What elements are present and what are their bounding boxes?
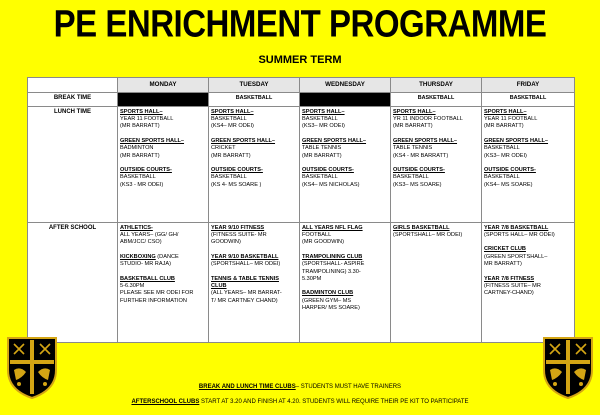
activity-detail: (GREEN SPORTSHALL– <box>484 253 548 260</box>
activity-detail: BADMINTON <box>120 145 154 152</box>
activity-detail: BASKETBALL <box>211 116 247 123</box>
activity-block <box>211 109 297 131</box>
lunch-row <box>28 107 575 223</box>
activity-heading-line <box>302 290 388 297</box>
activity-detail: (KS3– MR ODEI) <box>484 152 527 159</box>
activity-heading: GREEN SPORTS HALL– <box>302 137 367 144</box>
activity-detail: YR 11 INDOOR FOOTBALL <box>393 116 463 123</box>
after-cell-thursday <box>391 223 482 343</box>
activity-block <box>302 225 388 247</box>
activity-heading: TRAMPOLINING CLUB <box>302 253 363 260</box>
break-cell-tuesday: BASKETBALL <box>209 93 300 107</box>
activity-heading: OUTSIDE COURTS- <box>211 166 263 173</box>
activity-heading-line <box>393 225 479 232</box>
activity-heading-line <box>120 276 206 283</box>
activity-block <box>393 109 479 131</box>
school-crest-icon <box>6 336 58 400</box>
activity-detail: 5.30PM <box>302 275 322 282</box>
activity-heading-line <box>120 254 206 261</box>
activity-detail: BASKETBALL <box>484 145 520 152</box>
activity-heading: SPORTS HALL– <box>211 108 254 115</box>
activity-heading: TENNIS & TABLE TENNIS <box>211 275 279 282</box>
activity-heading-line <box>393 167 479 174</box>
lunch-cell-friday <box>482 107 575 223</box>
activity-detail: CARTNEY-CHAND) <box>484 290 534 297</box>
activity-detail: BASKETBALL <box>484 174 520 181</box>
activity-block <box>211 167 297 189</box>
footer-note-afterschool <box>0 399 600 405</box>
activity-detail: (KS4– MS NICHOLAS) <box>302 181 360 188</box>
page-subtitle: SUMMER TERM <box>258 54 342 66</box>
activity-detail: (ALL YEARS– MR BARRAT- <box>211 290 282 297</box>
activity-heading-line <box>211 109 297 116</box>
lunch-cell-monday <box>118 107 209 223</box>
activity-block <box>393 225 479 240</box>
activity-heading: ATHLETICS- <box>120 224 153 231</box>
activity-block <box>120 109 206 131</box>
page-title: PE ENRICHMENT PROGRAMME <box>53 2 547 45</box>
activity-heading: SPORTS HALL– <box>484 108 527 115</box>
break-cell-thursday: BASKETBALL <box>391 93 482 107</box>
activity-heading: YEAR 9/10 BASKETBALL <box>211 253 279 260</box>
activity-heading-line <box>211 254 297 261</box>
activity-detail: (MR BARRATT) <box>302 152 342 159</box>
activity-heading: YEAR 7/8 BASKETBALL <box>484 224 549 231</box>
activity-heading: SPORTS HALL– <box>393 108 436 115</box>
activity-detail: (SPORTSHALL– MR ODEI) <box>211 261 281 268</box>
activity-detail: (MR BARRATT) <box>393 123 433 130</box>
activity-block <box>484 246 572 268</box>
activity-heading-line <box>484 246 572 253</box>
activity-heading-line <box>211 167 297 174</box>
activity-heading: KICKBOXING <box>120 253 156 260</box>
activity-block <box>302 109 388 131</box>
activity-heading: ALL YEARS NFL FLAG <box>302 224 363 231</box>
activity-heading: OUTSIDE COURTS- <box>484 166 536 173</box>
activity-heading-line <box>211 225 297 232</box>
activity-block <box>302 254 388 284</box>
row-label-lunch: LUNCH TIME <box>28 107 118 223</box>
activity-detail: (MR GOODWIN) <box>302 239 344 246</box>
activity-heading: OUTSIDE COURTS- <box>120 166 172 173</box>
activity-detail: YEAR 11 FOOTBALL <box>120 116 174 123</box>
activity-heading: GREEN SPORTS HALL– <box>211 137 276 144</box>
activity-block <box>484 276 572 298</box>
activity-heading: GREEN SPORTS HALL– <box>484 137 549 144</box>
activity-heading-line <box>211 276 297 283</box>
corner-cell <box>28 78 118 93</box>
activity-detail: (MR BARRATT) <box>211 152 251 159</box>
after-cell-monday <box>118 223 209 343</box>
activity-heading-cont: CLUB <box>211 282 227 289</box>
day-header-thursday: THURSDAY <box>391 78 482 93</box>
after-cell-friday <box>482 223 575 343</box>
activity-heading: YEAR 7/8 FITNESS <box>484 275 535 282</box>
activity-heading-line <box>302 167 388 174</box>
activity-detail: (MR BARRATT) <box>120 152 160 159</box>
activity-heading: SPORTS HALL– <box>302 108 345 115</box>
activity-detail: TABLE TENNIS <box>393 145 433 152</box>
row-label-break: BREAK TIME <box>28 93 118 107</box>
activity-detail: BASKETBALL <box>120 174 156 181</box>
activity-heading-line <box>120 138 206 145</box>
activity-block <box>211 138 297 160</box>
activity-detail: STUDIO- MR RAJA) <box>120 261 171 268</box>
activity-heading: GIRLS BASKETBALL <box>393 224 450 231</box>
footer-note-trainers <box>0 384 600 390</box>
activity-heading-line <box>484 167 572 174</box>
day-header-friday: FRIDAY <box>482 78 575 93</box>
activity-detail: (KS3– MS SOARE) <box>393 181 442 188</box>
activity-heading-line <box>393 138 479 145</box>
after-school-row <box>28 223 575 343</box>
activity-detail: (FITNESS SUITE- MR <box>211 232 267 239</box>
activity-heading: BADMINTON CLUB <box>302 290 354 297</box>
activity-detail: MR BARRATT) <box>484 261 522 268</box>
activity-heading-line <box>211 138 297 145</box>
activity-block <box>302 138 388 160</box>
activity-detail: 5-6.30PM <box>120 282 145 289</box>
activity-block <box>302 167 388 189</box>
activity-block <box>302 290 388 312</box>
activity-detail: (SPORTS HALL– MR ODEI) <box>484 232 555 239</box>
activity-heading-line <box>302 138 388 145</box>
after-cell-tuesday <box>209 223 300 343</box>
activity-heading-line <box>393 109 479 116</box>
school-crest-icon <box>542 336 594 400</box>
activity-detail: (FITNESS SUITE– MR <box>484 282 541 289</box>
day-header-row <box>28 78 575 93</box>
activity-detail: (SPORTSHALL- ASPIRE <box>302 261 365 268</box>
day-header-wednesday: WEDNESDAY <box>300 78 391 93</box>
activity-detail: (KS3 - MR ODEI) <box>120 181 164 188</box>
activity-heading-line <box>302 109 388 116</box>
activity-heading-line <box>484 138 572 145</box>
footer-note-afterschool-bold: AFTERSCHOOL CLUBS <box>131 399 200 405</box>
break-cell-friday: BASKETBALL <box>482 93 575 107</box>
break-cell-monday <box>118 93 209 107</box>
activity-block <box>120 167 206 189</box>
break-row <box>28 93 575 107</box>
activity-heading: BASKETBALL CLUB <box>120 275 175 282</box>
activity-heading-line <box>120 225 206 232</box>
activity-detail: YEAR 11 FOOTBALL <box>484 116 538 123</box>
activity-heading: CRICKET CLUB <box>484 246 526 253</box>
activity-block <box>120 254 206 269</box>
activity-detail: TRAMPOLINING) 3.30- <box>302 268 361 275</box>
lunch-cell-wednesday <box>300 107 391 223</box>
activity-detail: (KS4– MR ODEI) <box>211 123 254 130</box>
activity-detail: FURTHER INFORMATION <box>120 297 187 304</box>
activity-block <box>211 276 297 306</box>
activity-block <box>211 254 297 269</box>
activity-detail: BASKETBALL <box>302 174 338 181</box>
activity-block <box>393 138 479 160</box>
activity-block <box>120 225 206 247</box>
lunch-cell-tuesday <box>209 107 300 223</box>
activity-detail: (MR BARRATT) <box>484 123 524 130</box>
activity-heading-line <box>120 167 206 174</box>
activity-block <box>484 138 572 160</box>
lunch-cell-thursday <box>391 107 482 223</box>
activity-heading-line <box>302 254 388 261</box>
activity-detail: T/ MR CARTNEY CHAND) <box>211 297 278 304</box>
activity-block <box>484 109 572 131</box>
day-header-monday: MONDAY <box>118 78 209 93</box>
activity-heading-line <box>484 276 572 283</box>
after-cell-wednesday <box>300 223 391 343</box>
activity-detail: PLEASE SEE MR ODEI FOR <box>120 290 194 297</box>
activity-detail: ABM/JCC/ CSO) <box>120 239 162 246</box>
activity-heading: GREEN SPORTS HALL– <box>393 137 458 144</box>
activity-detail: BASKETBALL <box>302 116 338 123</box>
footer-note-afterschool-rest: START AT 3.20 AND FINISH AT 4.20. STUDENTS WILL REQUIRE THEIR PE KIT TO PARTICIPATE <box>199 399 469 405</box>
footer-note-trainers-bold: BREAK AND LUNCH TIME CLUBS <box>198 384 296 390</box>
activity-detail: BASKETBALL <box>211 174 247 181</box>
day-header-tuesday: TUESDAY <box>209 78 300 93</box>
activity-detail: FOOTBALL <box>302 232 332 239</box>
timetable <box>27 77 575 343</box>
activity-detail: ALL YEARS– (GG/ GH/ <box>120 232 179 239</box>
activity-detail: (KS3– MR ODEI) <box>302 123 345 130</box>
activity-heading-line <box>120 109 206 116</box>
activity-detail: (MR BARRATT) <box>120 123 160 130</box>
activity-heading-line <box>302 225 388 232</box>
activity-heading: OUTSIDE COURTS- <box>302 166 354 173</box>
footer-note-trainers-rest: – STUDENTS MUST HAVE TRAINERS <box>295 384 402 390</box>
activity-detail: (KS4 - MR BARRATT) <box>393 152 449 159</box>
activity-block <box>120 138 206 160</box>
break-cell-wednesday <box>300 93 391 107</box>
row-label-after-school: AFTER SCHOOL <box>28 223 118 343</box>
activity-heading: SPORTS HALL– <box>120 108 163 115</box>
activity-heading: YEAR 9/10 FITNESS <box>211 224 265 231</box>
activity-detail: (KS 4- MS SOARE ) <box>211 181 262 188</box>
activity-heading: OUTSIDE COURTS- <box>393 166 445 173</box>
activity-block <box>484 167 572 189</box>
activity-detail: (SPORTSHALL– MR ODEI) <box>393 232 463 239</box>
activity-detail: (KS4– MS SOARE) <box>484 181 533 188</box>
activity-heading-line <box>484 109 572 116</box>
activity-heading-rest: (DANCE <box>155 253 179 260</box>
activity-detail: (GREEN GYM– MS <box>302 297 352 304</box>
activity-block <box>120 276 206 306</box>
activity-heading-line <box>484 225 572 232</box>
activity-heading: GREEN SPORTS HALL– <box>120 137 185 144</box>
activity-detail: TABLE TENNIS <box>302 145 342 152</box>
activity-detail: CRICKET <box>211 145 236 152</box>
activity-detail: HARPER/ MS SOARE) <box>302 305 360 312</box>
activity-detail: GOODWIN) <box>211 239 241 246</box>
activity-block <box>393 167 479 189</box>
activity-block <box>211 225 297 247</box>
activity-detail: BASKETBALL <box>393 174 429 181</box>
activity-block <box>484 225 572 240</box>
